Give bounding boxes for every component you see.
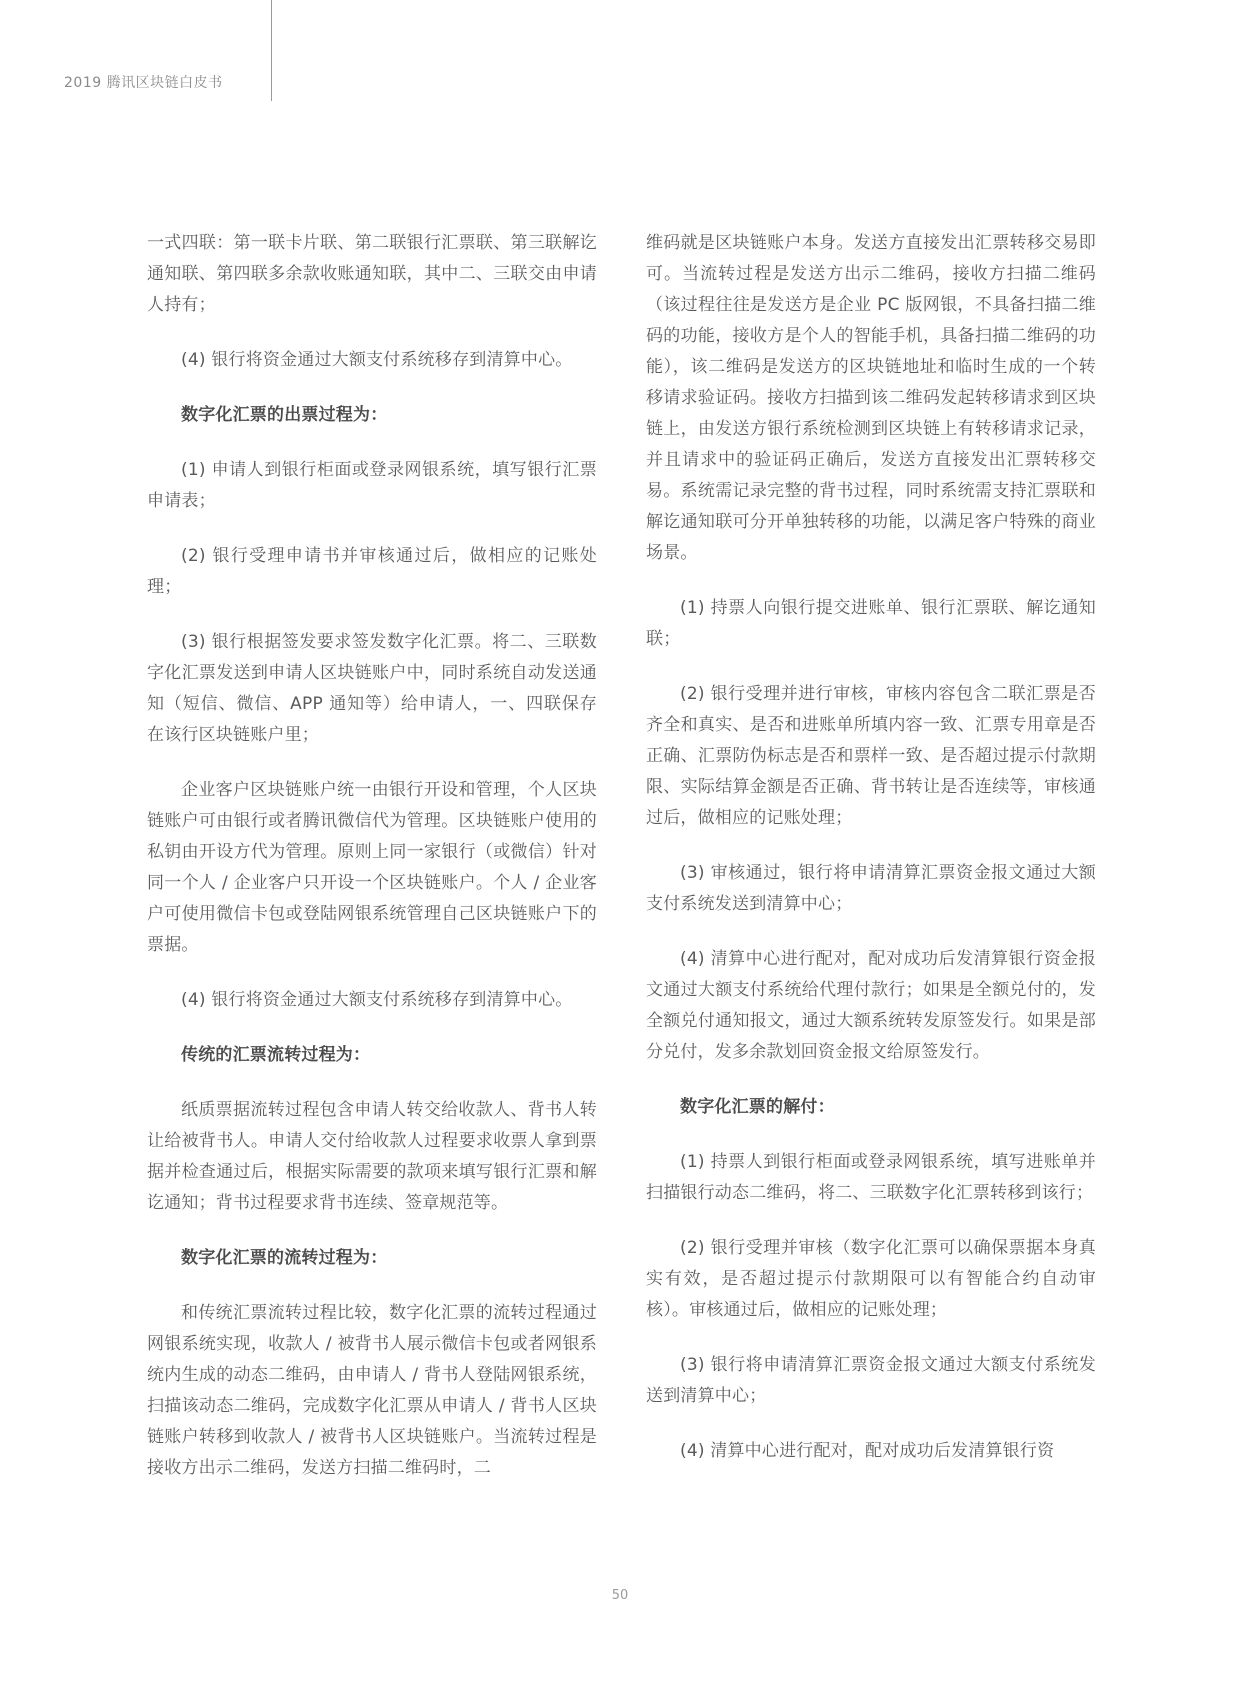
paragraph: (2) 银行受理申请书并审核通过后，做相应的记账处理； — [147, 546, 597, 597]
paragraph: (4) 银行将资金通过大额支付系统移存到清算中心。 — [181, 350, 573, 370]
page-number: 50 — [611, 1588, 629, 1603]
paragraph: (3) 银行根据签发要求签发数字化汇票。将二、三联数字化汇票发送到申请人区块链账户中，同时系统自动发送通知（短信、微信、APP 通知等）给申请人，一、四联保存在该行区块链账户里； — [147, 632, 597, 745]
document-header-title: 2019 腾讯区块链白皮书 — [64, 75, 223, 91]
right-column — [646, 228, 1096, 1467]
section-heading: 传统的汇票流转过程为： — [181, 1045, 371, 1065]
section-heading: 数字化汇票的解付： — [680, 1097, 835, 1117]
paragraph: (1) 持票人到银行柜面或登录网银系统，填写进账单并扫描银行动态二维码，将二、三联数字化汇票转移到该行； — [646, 1152, 1096, 1203]
section-heading: 数字化汇票的流转过程为： — [181, 1248, 388, 1268]
paragraph: (3) 银行将申请清算汇票资金报文通过大额支付系统发送到清算中心； — [646, 1355, 1096, 1406]
paragraph: 维码就是区块链账户本身。发送方直接发出汇票转移交易即可。当流转过程是发送方出示二维码，接收方扫描二维码（该过程往往是发送方是企业 PC 版网银，不具备扫描二维码的功能，接收方是个人的智能手机，具备扫描二维码的功能），该二维码是发送方的区块链地址和临时生成的一个转移请求验证码。接收方扫描到该二维码发起转移请求到区块链上，由发送方银行系统检测到区块链上有转移请求记录，并且请求中的验证码正确后，发送方直接发出汇票转移交易。系统需记录完整的背书过程，同时系统需支持汇票联和解讫通知联可分开单独转移的功能，以满足客户特殊的商业场景。 — [646, 233, 1096, 563]
paragraph: (4) 银行将资金通过大额支付系统移存到清算中心。 — [181, 990, 573, 1010]
paragraph: (1) 申请人到银行柜面或登录网银系统，填写银行汇票申请表； — [147, 460, 597, 511]
paragraph: (1) 持票人向银行提交进账单、银行汇票联、解讫通知联； — [646, 598, 1096, 649]
section-heading: 数字化汇票的出票过程为： — [181, 405, 388, 425]
paragraph: 企业客户区块链账户统一由银行开设和管理，个人区块链账户可由银行或者腾讯微信代为管理。区块链账户使用的私钥由开设方代为管理。原则上同一家银行（或微信）针对同一个人 / 企业客户只开设一个区块链账户。个人 / 企业客户可使用微信卡包或登陆网银系统管理自己区块链账户下的票据。 — [147, 780, 597, 955]
paragraph: 一式四联：第一联卡片联、第二联银行汇票联、第三联解讫通知联、第四联多余款收账通知联，其中二、三联交由申请人持有； — [147, 233, 597, 315]
header-divider — [271, 0, 272, 101]
paragraph: (2) 银行受理并审核（数字化汇票可以确保票据本身真实有效，是否超过提示付款期限可以有智能合约自动审核）。审核通过后，做相应的记账处理； — [646, 1238, 1096, 1320]
paragraph: 纸质票据流转过程包含申请人转交给收款人、背书人转让给被背书人。申请人交付给收款人过程要求收票人拿到票据并检查通过后，根据实际需要的款项来填写银行汇票和解讫通知；背书过程要求背书连续、签章规范等。 — [147, 1100, 597, 1213]
paragraph: (3) 审核通过，银行将申请清算汇票资金报文通过大额支付系统发送到清算中心； — [646, 863, 1096, 914]
left-column — [147, 228, 597, 1484]
paragraph: (4) 清算中心进行配对，配对成功后发清算银行资金报文通过大额支付系统给代理付款行；如果是全额兑付的，发全额兑付通知报文，通过大额系统转发原签发行。如果是部分兑付，发多余款划回资金报文给原签发行。 — [646, 949, 1096, 1062]
paragraph: (2) 银行受理并进行审核，审核内容包含二联汇票是否齐全和真实、是否和进账单所填内容一致、汇票专用章是否正确、汇票防伪标志是否和票样一致、是否超过提示付款期限、实际结算金额是否正确、背书转让是否连续等，审核通过后，做相应的记账处理； — [646, 684, 1096, 828]
paragraph: 和传统汇票流转过程比较，数字化汇票的流转过程通过网银系统实现，收款人 / 被背书人展示微信卡包或者网银系统内生成的动态二维码，由申请人 / 背书人登陆网银系统，扫描该动态二维码，完成数字化汇票从申请人 / 背书人区块链账户转移到收款人 / 被背书人区块链账户。当流转过程是接收方出示二维码，发送方扫描二维码时，二 — [147, 1303, 597, 1478]
paragraph: (4) 清算中心进行配对，配对成功后发清算银行资 — [680, 1441, 1055, 1461]
